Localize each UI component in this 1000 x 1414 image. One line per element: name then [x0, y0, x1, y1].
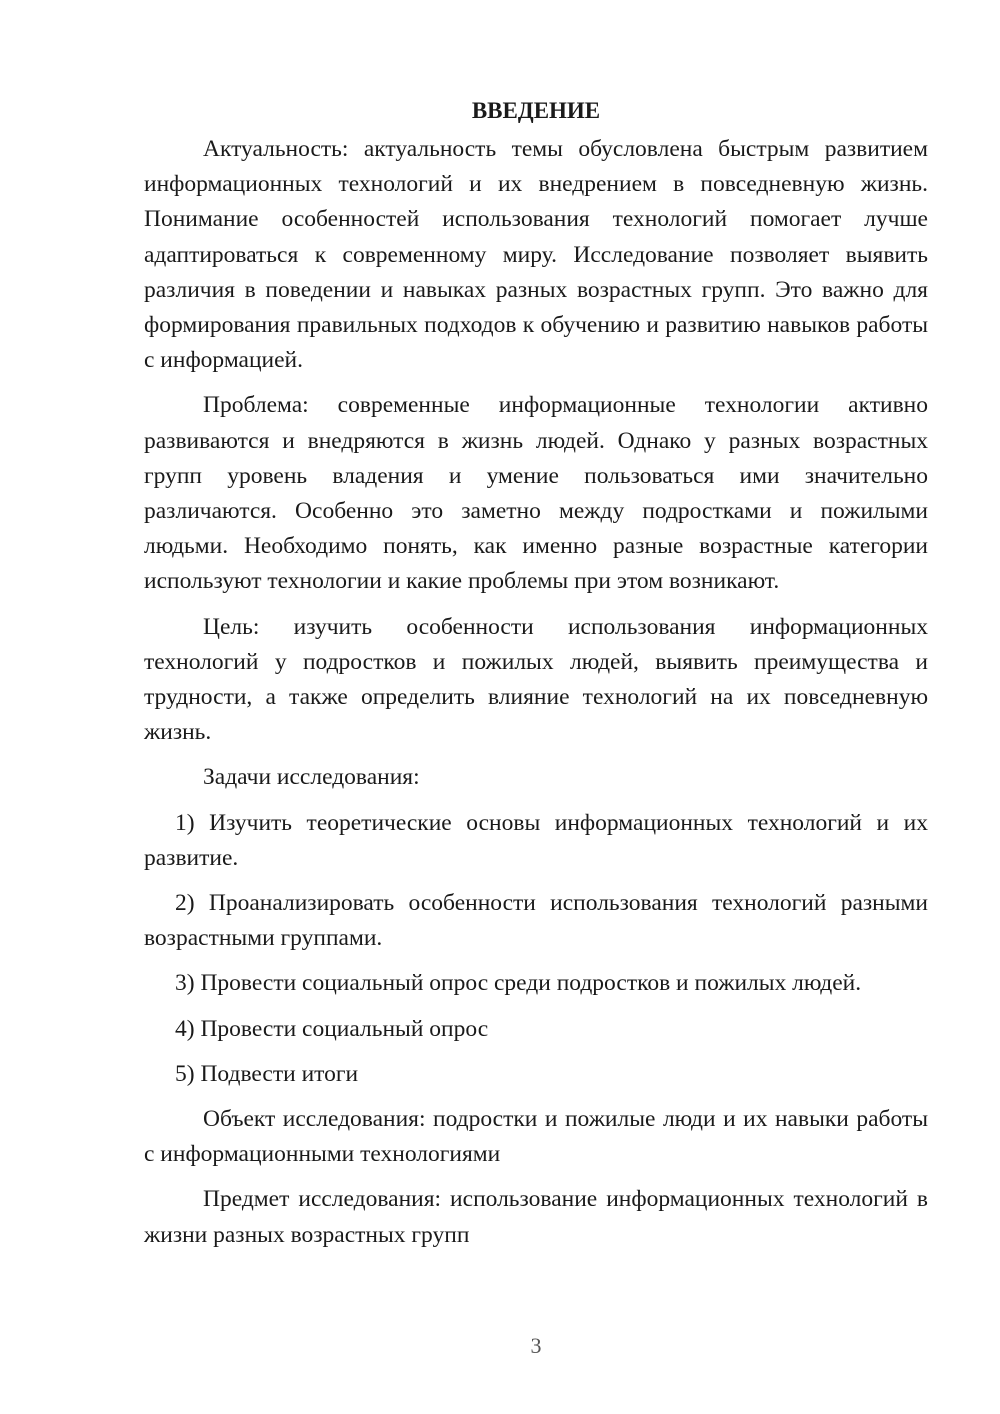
relevance-paragraph: Актуальность: актуальность темы обусловлена быстрым развитием информационных технологий и их внедрением в повседневную жизнь. Понимание особенностей использования технологий помогает лучше адаптироваться к современному миру. Исследование позволяет выявить различия в поведении и навыках разных возрастных групп. Это важно для формирования правильных подходов к обучению и развитию навыков работы с информацией.	[144, 136, 928, 374]
section-title: ВВЕДЕНИЕ	[471, 98, 601, 123]
goal-paragraph: Цель: изучить особенности использования информационных технологий у подростков и пожилых людей, выявить преимущества и трудности, а также определить влияние технологий на их повседневную жизнь.	[144, 613, 928, 746]
page-number: 3	[530, 1333, 542, 1358]
task-item-2: 2) Проанализировать особенности использования технологий разными возрастными группами.	[144, 890, 928, 952]
task-item-3: 3) Провести социальный опрос среди подростков и пожилых людей.	[175, 970, 862, 997]
problem-paragraph: Проблема: современные информационные технологии активно развиваются и внедряются в жизнь людей. Однако у разных возрастных групп уровень владения и умение пользоваться ими значительно различаются. Особенно это заметно между подростками и пожилыми людьми. Необходимо понять, как именно разные возрастные категории используют технологии и какие проблемы при этом возникают.	[144, 392, 928, 595]
task-item-4: 4) Провести социальный опрос	[175, 1015, 489, 1042]
object-paragraph: Объект исследования: подростки и пожилые люди и их навыки работы с информационными технологиями	[144, 1106, 928, 1168]
subject-paragraph: Предмет исследования: использование информационных технологий в жизни разных возрастных групп	[144, 1186, 928, 1248]
document-page	[144, 96, 928, 1263]
tasks-heading: Задачи исследования:	[203, 764, 420, 791]
task-item-5: 5) Подвести итоги	[175, 1060, 359, 1087]
task-item-1: 1) Изучить теоретические основы информационных технологий и их развитие.	[144, 809, 928, 871]
